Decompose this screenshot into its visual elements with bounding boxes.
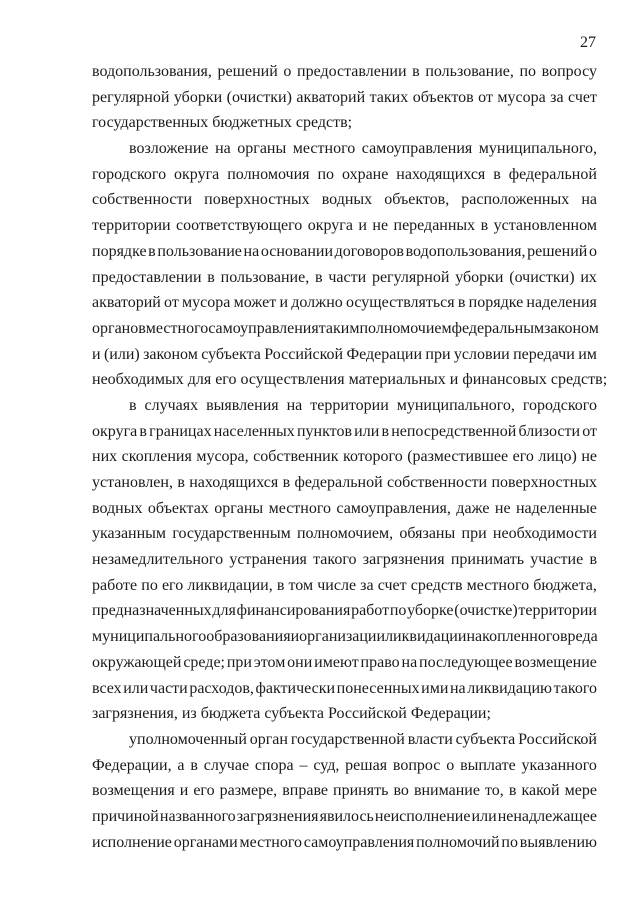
- text-line: исполнение органами местного самоуправления полномочий по выявлению: [92, 833, 597, 851]
- text-line: всех или части расходов, фактически понесенных ими на ликвидацию такого: [92, 679, 597, 697]
- document-body: [92, 59, 608, 855]
- text-line: необходимых для его осуществления материальных и финансовых средств;: [92, 371, 608, 389]
- text-line: государственных бюджетных средств;: [92, 114, 353, 132]
- text-line: муниципального образования и организации ликвидации накопленного вреда: [92, 628, 598, 646]
- text-line: органов местного самоуправления таким полномочием федеральным законом: [92, 319, 599, 337]
- page-number: 27: [580, 34, 596, 51]
- text-line: них скопления мусора, собственник которого (разместившее его лицо) не: [92, 448, 597, 466]
- text-line: возложение на органы местного самоуправления муниципального,: [129, 140, 597, 158]
- text-line: порядке в пользование на основании договоров водопользования, решений о: [92, 242, 597, 260]
- text-line: в случаях выявления на территории муниципального, городского: [129, 396, 597, 414]
- text-line: предназначенных для финансирования работ по уборке (очистке) территории: [92, 602, 597, 620]
- text-line: городского округа полномочия по охране находящихся в федеральной: [92, 165, 597, 183]
- text-line: указанным государственным полномочием, обязаны при необходимости: [92, 525, 597, 543]
- text-line: регулярной уборки (очистки) акваторий таких объектов от мусора за счет: [92, 88, 597, 106]
- text-line: акваторий от мусора может и должно осуществляться в порядке наделения: [92, 294, 597, 312]
- text-line: территории соответствующего округа и не переданных в установленном: [92, 217, 597, 235]
- text-line: предоставлении в пользование, в части регулярной уборки (очистки) их: [92, 268, 597, 286]
- text-line: Федерации, а в случае спора – суд, решая вопрос о выплате указанного: [92, 756, 597, 774]
- text-line: причиной названного загрязнения явилось неисполнение или ненадлежащее: [92, 807, 597, 825]
- text-line: водных объектах органы местного самоуправления, даже не наделенные: [92, 499, 597, 517]
- text-line: окружающей среде; при этом они имеют право на последующее возмещение: [92, 653, 597, 671]
- text-line: установлен, в находящихся в федеральной собственности поверхностных: [92, 474, 597, 491]
- text-line: собственности поверхностных водных объектов, расположенных на: [92, 191, 597, 209]
- text-line: водопользования, решений о предоставлении в пользование, по вопросу: [92, 63, 597, 80]
- text-line: и (или) законом субъекта Российской Федерации при условии передачи им: [92, 345, 597, 363]
- text-line: загрязнения, из бюджета субъекта Российской Федерации;: [92, 705, 491, 723]
- text-line: уполномоченный орган государственной власти субъекта Российской: [129, 730, 597, 748]
- text-line: незамедлительного устранения такого загрязнения принимать участие в: [92, 551, 597, 569]
- text-line: возмещения и его размере, вправе принять во внимание то, в какой мере: [92, 782, 597, 800]
- text-line: округа в границах населенных пунктов или в непосредственной близости от: [92, 422, 597, 440]
- text-line: работе по его ликвидации, в том числе за счет средств местного бюджета,: [92, 576, 597, 594]
